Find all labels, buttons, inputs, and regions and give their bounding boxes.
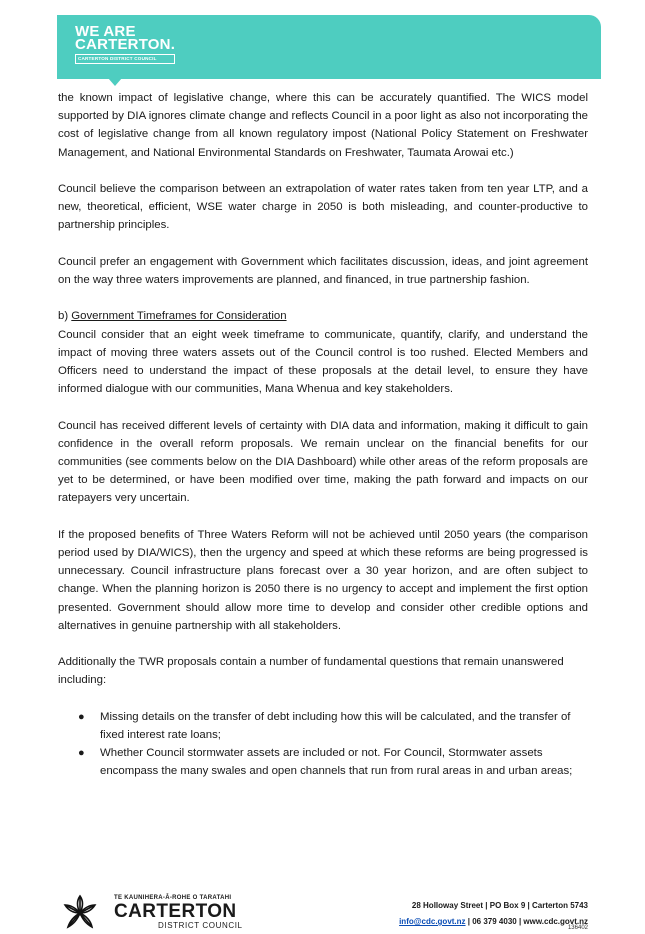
list-item-text: Whether Council stormwater assets are included or not. For Council, Stormwater assets encompass the many swales and open channels that run from rural areas in and urban areas; xyxy=(100,747,573,778)
paragraph-timeframe: Council consider that an eight week timeframe to communicate, quantify, clarify, and understand the impact of moving three waters assets out of the Council control is too rushed. Elected Members and Officers need to understand the impact of these proposals at the detail level, to ensure they have informed dialogue with our communities, Mana Whenua and key stakeholders. xyxy=(58,328,588,396)
bullet-icon: ● xyxy=(78,710,85,723)
logo-line-2: CARTERTON. xyxy=(75,36,176,53)
bullet-icon: ● xyxy=(78,747,85,760)
paragraph-benefits-2050: If the proposed benefits of Three Waters Reform will not be achieved until 2050 years (the comparison period used by DIA/WICS), then the urgency and speed at which these reforms are being progressed is unnecessary. Council infrastructure plans forecast over a 30 year horizon, and are often subject to change. When the planning horizon is 2050 there is no urgency to accept and implement the first option presented. Government should allow more time to develop and consider other credible options and alternatives in genuine partnership with all stakeholders. xyxy=(58,528,588,632)
footer-council-name: CARTERTON xyxy=(114,901,237,922)
footer-email-link[interactable]: info@cdc.govt.nz xyxy=(399,917,466,926)
list-item xyxy=(58,744,588,780)
section-heading xyxy=(58,307,588,325)
footer-phone-web: | 06 379 4030 | www.cdc.govt.nz xyxy=(465,917,588,926)
header-banner-notch xyxy=(108,78,122,86)
section-heading-prefix: b) xyxy=(58,310,72,323)
letter-body xyxy=(58,89,588,781)
paragraph-engagement: Council prefer an engagement with Government which facilitates discussion, ideas, and joint agreement on the way three waters improvements are planned, and financed, in true partnership fashion. xyxy=(58,255,588,286)
footer-contact-line xyxy=(399,914,588,930)
paragraph-unanswered-questions: Additionally the TWR proposals contain a number of fundamental questions that remain unanswered including: xyxy=(58,656,564,687)
section-heading-text: Government Timeframes for Consideration xyxy=(71,310,287,323)
list-item xyxy=(58,708,588,744)
footer-council-logo xyxy=(58,893,248,934)
logo-line-1: WE ARE xyxy=(75,23,136,40)
footer-address: 28 Holloway Street | PO Box 9 | Carterton 5743 xyxy=(411,901,588,910)
footer-contact-block xyxy=(399,898,588,930)
logo-subtitle: CARTERTON DISTRICT COUNCIL xyxy=(75,54,175,64)
list-item-text: Missing details on the transfer of debt including how this will be calculated, and the transfer of fixed interest rate loans; xyxy=(100,710,571,741)
footer-maori-name: TE KAUNIHERA-Ā-ROHE O TARATAHI xyxy=(114,895,232,901)
paragraph-comparison: Council believe the comparison between an extrapolation of water rates taken from ten year LTP, and a new, theoretical, efficient, WSE water charge in 2050 is both misleading, and counter-productive to partnership principles. xyxy=(58,183,588,232)
question-list xyxy=(58,708,588,781)
footer-council-subtitle: DISTRICT COUNCIL xyxy=(158,921,243,930)
clematis-flower-icon xyxy=(58,893,102,934)
we-are-carterton-logo xyxy=(75,25,175,64)
paragraph-legislative-change: the known impact of legislative change, where this can be accurately quantified. The WICS model supported by DIA ignores climate change and reflects Council in a poor light as also not incorporating the cost of legislative change from all known regulatory impost (National Policy Statement on Freshwater Management, and National Environmental Standards on Freshwater, Taumata Arowai etc.) xyxy=(58,92,588,159)
paragraph-certainty: Council has received different levels of certainty with DIA data and information, making it difficult to gain confidence in the overall reform proposals. We remain unclear on the financial benefits for our communities (see comments below on the DIA Dashboard) while other areas of the reform proposals are yet to be determined, or have been modified over time, making the path forward and impacts on our ratepayers very uncertain. xyxy=(58,419,588,505)
document-id: 136402 xyxy=(567,925,588,931)
